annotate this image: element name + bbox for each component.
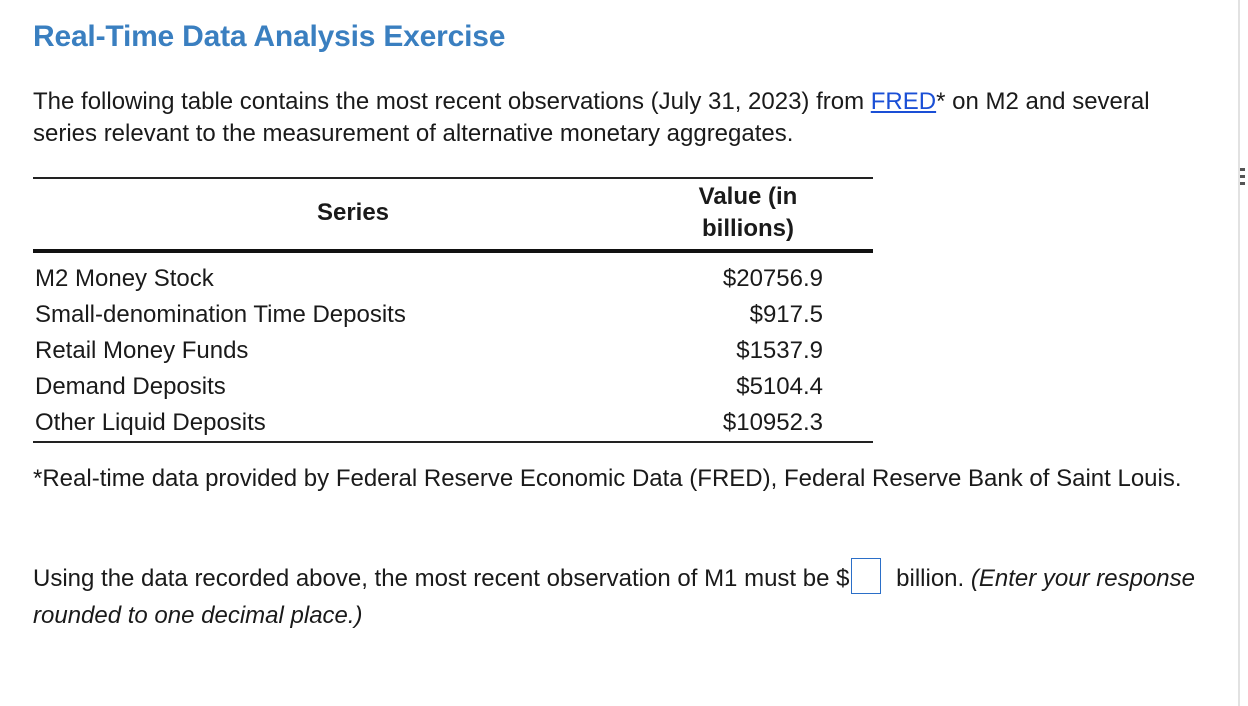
table-row <box>33 251 873 297</box>
row-value: $5104.4 <box>736 373 823 400</box>
intro-text-before: The following table contains the most recent observations (July 31, 2023) from <box>33 88 871 115</box>
exercise-title: Real-Time Data Analysis Exercise <box>33 20 506 53</box>
row-series-label: M2 Money Stock <box>35 265 214 292</box>
row-value: $20756.9 <box>722 265 823 292</box>
row-series-label: Small-denomination Time Deposits <box>35 301 406 328</box>
row-series-label: Demand Deposits <box>35 373 226 400</box>
footnote: *Real-time data provided by Federal Reserve Economic Data (FRED), Federal Reserve Bank of Saint Louis. <box>33 465 1182 492</box>
row-series-label: Other Liquid Deposits <box>35 409 266 436</box>
fred-link[interactable]: FRED <box>870 88 937 115</box>
page-edge-divider <box>1238 0 1240 706</box>
m1-answer-input[interactable] <box>851 558 881 594</box>
data-table-container <box>33 177 873 443</box>
intro-paragraph <box>33 86 1213 150</box>
table-row <box>33 297 873 333</box>
edge-handle-icon <box>1240 168 1248 198</box>
row-value: $917.5 <box>749 301 823 328</box>
question-hint: (Enter your response rounded to one decimal place.) <box>33 565 1195 629</box>
row-series-label: Retail Money Funds <box>35 337 249 364</box>
data-table <box>33 177 873 443</box>
intro-text-after: * on M2 and several series relevant to the measurement of alternative monetary aggregates. <box>33 88 1150 147</box>
table-row <box>33 333 873 369</box>
header-series: Series <box>316 199 390 226</box>
question-text-after: billion. <box>889 565 971 592</box>
table-row <box>33 405 873 442</box>
row-value: $1537.9 <box>736 337 823 364</box>
table-row <box>33 369 873 405</box>
row-value: $10952.3 <box>722 409 823 436</box>
header-spacer <box>823 178 873 251</box>
question-text-before: Using the data recorded above, the most recent observation of M1 must be $ <box>33 565 850 592</box>
question-prompt <box>33 558 1223 634</box>
header-value: Value (in billions) <box>698 183 798 242</box>
table-header-row <box>33 178 873 251</box>
